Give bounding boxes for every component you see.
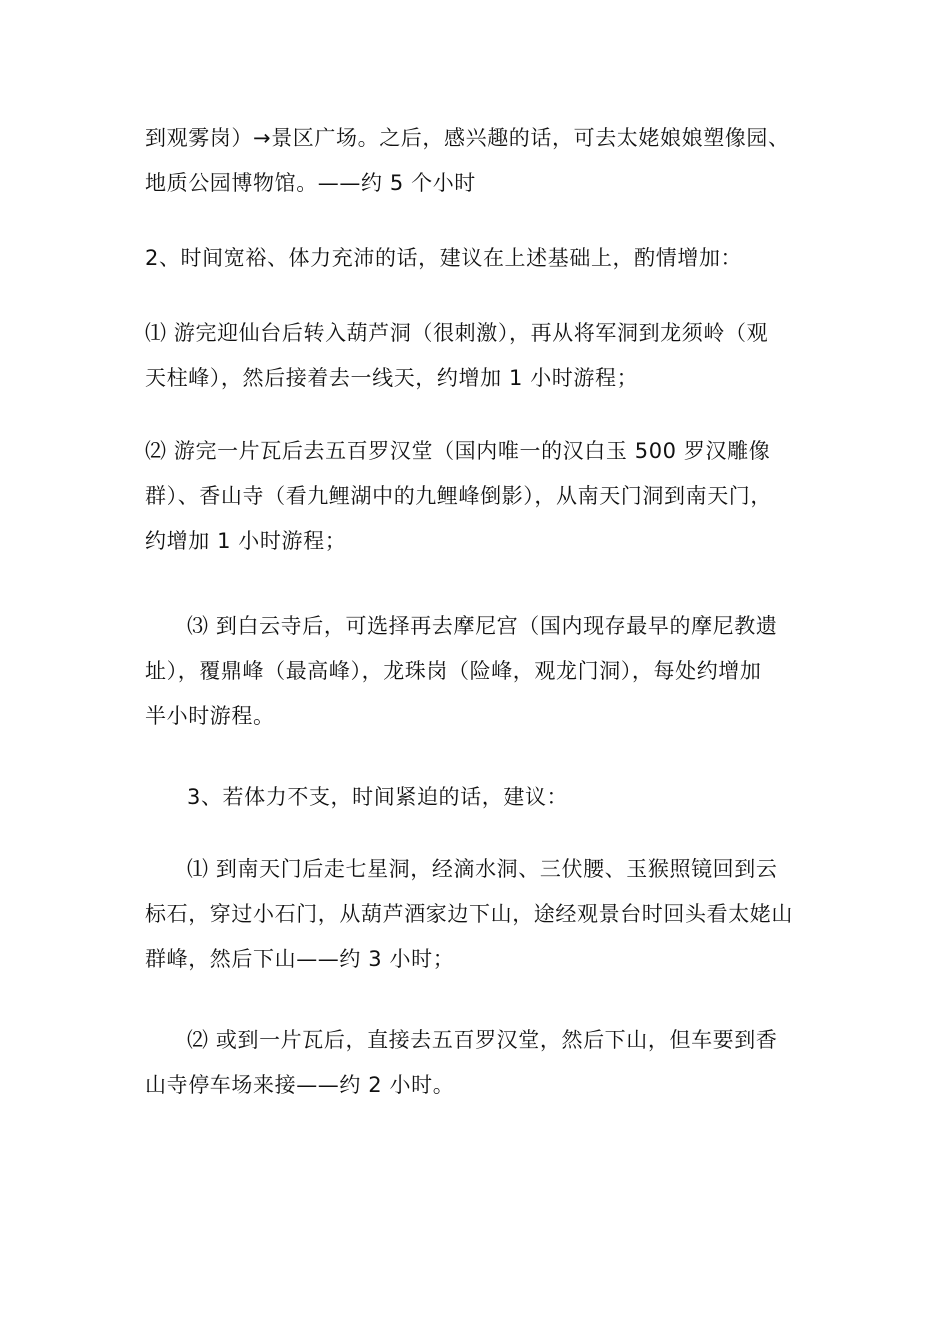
text-line: 址），覆鼎峰（最高峰），龙珠岗（险峰，观龙门洞），每处约增加	[145, 659, 762, 683]
paragraph-section-3-item-1	[145, 847, 810, 982]
text-line: 到观雾岗）→景区广场。之后，感兴趣的话，可去太姥娘娘塑像园、	[145, 126, 790, 150]
text-line: 2、时间宽裕、体力充沛的话，建议在上述基础上，酌情增加：	[145, 246, 743, 270]
paragraph-section-2-item-1	[145, 311, 810, 401]
paragraph-section-2-heading	[145, 236, 810, 281]
paragraph-section-2-item-2	[145, 429, 810, 564]
text-line: 天柱峰），然后接着去一线天，约增加 1 小时游程；	[145, 366, 639, 390]
paragraph-section-3-item-2	[145, 1018, 810, 1108]
text-line: ⑴ 游完迎仙台后转入葫芦洞（很刺激），再从将军洞到龙须岭（观	[145, 321, 769, 345]
paragraph-section-2-item-3	[145, 604, 810, 739]
text-line: ⑵ 游完一片瓦后去五百罗汉堂（国内唯一的汉白玉 500 罗汉雕像	[145, 439, 771, 463]
text-line: 群峰，然后下山——约 3 小时；	[145, 947, 455, 971]
text-line: 约增加 1 小时游程；	[145, 529, 347, 553]
text-line: ⑵ 或到一片瓦后，直接去五百罗汉堂，然后下山，但车要到香	[187, 1028, 778, 1052]
text-line: 山寺停车场来接——约 2 小时。	[145, 1073, 455, 1097]
text-line: 半小时游程。	[145, 704, 275, 728]
text-line: ⑴ 到南天门后走七星洞，经滴水洞、三伏腰、玉猴照镜回到云	[187, 857, 778, 881]
paragraph-route-continuation	[145, 116, 810, 206]
text-line: ⑶ 到白云寺后，可选择再去摩尼宫（国内现存最早的摩尼教遗	[187, 614, 778, 638]
paragraph-section-3-heading	[145, 775, 810, 820]
text-line: 标石，穿过小石门，从葫芦酒家边下山，途经观景台时回头看太姥山	[145, 902, 793, 926]
text-line: 群）、香山寺（看九鲤湖中的九鲤峰倒影），从南天门洞到南天门，	[145, 484, 772, 508]
text-line: 地质公园博物馆。——约 5 个小时	[145, 171, 476, 195]
text-line: 3、若体力不支，时间紧迫的话，建议：	[187, 785, 569, 809]
